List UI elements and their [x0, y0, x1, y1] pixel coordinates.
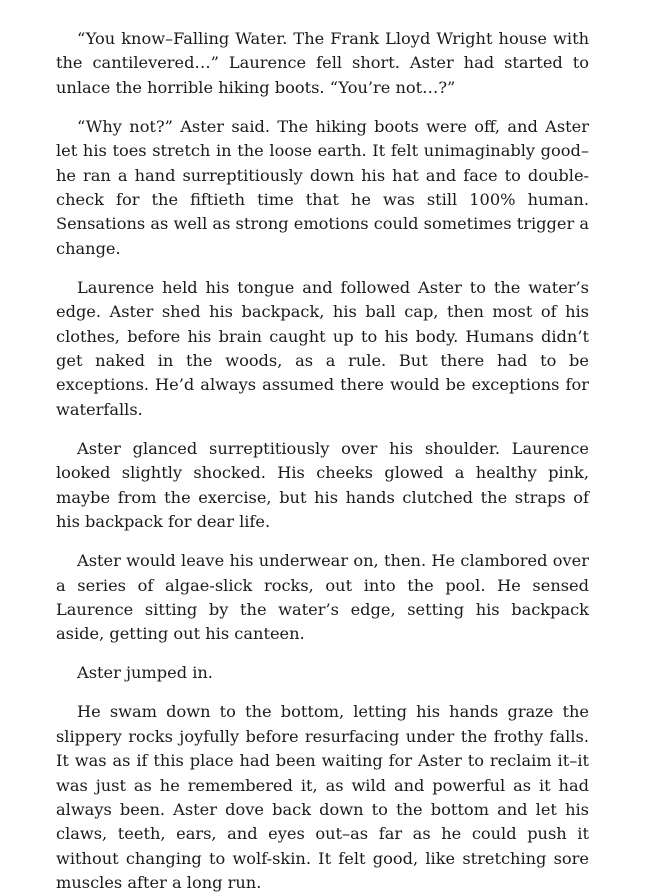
paragraph-underwear: Aster would leave his underwear on, then. He clambored over a series of algae-slick rocks, out into the pool. He sensed Laurence sitting by the water’s edge, setting his backpack aside, getting out his canteen.	[56, 551, 589, 644]
book-page	[56, 27, 589, 896]
paragraph-falling-water: “You know–Falling Water. The Frank Lloyd Wright house with the cantilevered…” Laurence fell short. Aster had started to unlace the horrible hiking boots. “You’re not…?”	[56, 29, 589, 97]
paragraph-water-edge: Laurence held his tongue and followed Aster to the water’s edge. Aster shed his backpack, his ball cap, then most of his clothes, before his brain caught up to his body. Humans didn’t get naked in the woods, as a rule. But there had to be exceptions. He’d always assumed there would be exceptions for waterfalls.	[56, 277, 589, 419]
paragraph-swam-down: He swam down to the bottom, letting his hands graze the slippery rocks joyfully before resurfacing under the frothy falls. It was as if this place had been waiting for Aster to reclaim it–it was just as he remembered it, as wild and powerful as it had always been. Aster dove back down to the bottom and let his claws, teeth, ears, and eyes out–as far as he could push it without changing to wolf-skin. It felt good, like stretching sore muscles after a long run.	[56, 702, 589, 893]
paragraph-glance-shoulder: Aster glanced surreptitiously over his shoulder. Laurence looked slightly shocked. His cheeks glowed a healthy pink, maybe from the exercise, but his hands clutched the straps of his backpack for dear life.	[56, 438, 589, 532]
paragraph-why-not: “Why not?” Aster said. The hiking boots were off, and Aster let his toes stretch in the loose earth. It felt unimaginably good–he ran a hand surreptitiously down his hat and face to double-check for the fiftieth time that he was still 100% human. Sensations as well as strong emotions could sometimes trigger a change.	[56, 116, 589, 258]
paragraph-jumped-in: Aster jumped in.	[77, 663, 213, 683]
